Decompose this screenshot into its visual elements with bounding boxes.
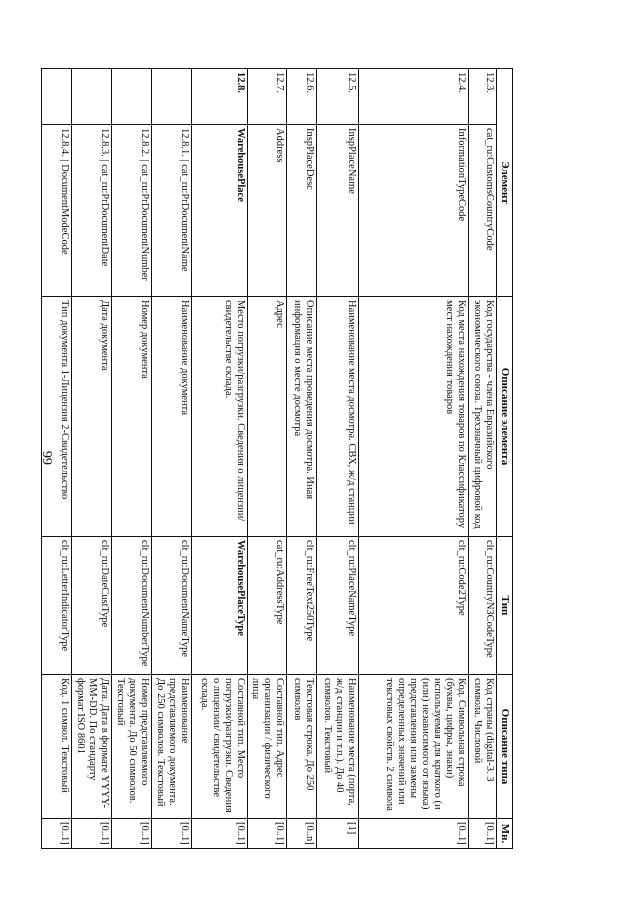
row-mn: [0..1] [359,819,469,849]
table-row [151,69,191,849]
table-row [247,69,286,849]
table-body [41,69,496,849]
row-element-desc: Код места нахождения товаров по Классификатору мест нахождения товаров [359,297,469,537]
row-type: cat_ru:AddressType [247,537,286,675]
row-type: clt_ru:DateCustType [71,537,111,675]
row-element-desc: Место погрузки/разгрузки. Сведения о лицензии/ свидетельстве склада. [191,297,247,537]
row-number: 12.6. [287,69,317,125]
row-element-desc: Адрес [247,297,286,537]
row-type-desc: Наименование места (порта, ж/д станции и т.п.). До 40 символов. Текстовый [317,675,359,819]
row-type: clt_ru:FreeText250Type [287,537,317,675]
row-element-name: InspPlaceName [317,125,359,297]
row-element-cell: 12.8.4. | DocumentModeCode [41,125,71,297]
row-type-desc: Номер представляемого документа. До 50 символов. Текстовый [111,675,151,819]
row-element-desc: Номер документа [111,297,151,537]
spec-table [41,68,513,849]
row-number: 12.4. [359,69,469,125]
row-type: clt_ru:DocumentNameType [151,537,191,675]
row-type: clt_ru:DocumentNumberType [111,537,151,675]
table-row [469,69,497,849]
rotated-table-container [58,68,513,848]
row-element-desc: Код государства - члена Евразийского экономического союза. Трехзначный цифровой код [469,297,497,537]
row-mn: [0..1] [111,819,151,849]
table-row [317,69,359,849]
table-row [41,69,71,849]
row-element-cell: 12.8.1. | cat_ru:PrDocumentName [151,125,191,297]
header-element-desc: Описание элемента [497,297,513,537]
row-element-desc: Дата документа [71,297,111,537]
row-mn: [0..1] [469,819,497,849]
row-mn: [1] [317,819,359,849]
row-number: 12.8.1. [178,128,190,157]
row-type: clt_ru:Code2Type [359,537,469,675]
row-number: 12.3. [469,69,497,125]
header-type-desc: Описание типа [497,675,513,819]
row-mn: [0..1] [247,819,286,849]
header-type: Тип [497,537,513,675]
row-type: clt_ru:LetterIndicatorType [41,537,71,675]
row-indent-cell [111,69,151,125]
page-number: 66 [41,451,56,465]
row-number: 12.8.2. [138,128,150,157]
row-element-name: InformationTypeCode [359,125,469,297]
table-row [359,69,469,849]
row-element-name: Address [247,125,286,297]
row-type-desc: Наименование представляемого документа. До 250 символов. Текстовый [151,675,191,819]
row-mn: [0..n] [287,819,317,849]
row-element-cell: 12.8.3. | cat_ru:PrDocumentDate [71,125,111,297]
table-row [191,69,247,849]
table-header-row [497,69,513,849]
row-number: 12.7. [247,69,286,125]
row-indent-cell [41,69,71,125]
row-type-desc: Составной тип. Место погрузки/разгрузки. Сведения о лицензии/ свидетельстве склада. [191,675,247,819]
row-type-desc: Текстовая строка. До 250 символов [287,675,317,819]
row-element-name: DocumentModeCode [58,164,70,255]
row-indent-cell [151,69,191,125]
row-element-desc: Описание места проведения досмотра. Иная информация о месте досмотра [287,297,317,537]
row-element-cell: 12.8.2. | cat_ru:PrDocumentNumber [111,125,151,297]
header-mn: Мн. [497,819,513,849]
row-element-name: cat_ru:CustomsCountryCode [469,125,497,297]
row-number: 12.8.3. [98,128,110,157]
row-type: clt_ru:PlaceNameType [317,537,359,675]
row-element-desc: Тип документа 1-Лицензия 2-Свидетельство [41,297,71,537]
row-element-name: cat_ru:PrDocumentDate [98,164,110,267]
row-element-name: InspPlaceDesc [287,125,317,297]
row-type-desc: Код. 1 символ. Текстовый [41,675,71,819]
table-row [71,69,111,849]
row-type: clt_ru:CountryN3CodeType [469,537,497,675]
row-mn: [0..1] [71,819,111,849]
row-number: 12.5. [317,69,359,125]
row-type: WarehousePlaceType [191,537,247,675]
row-type-desc: Дата. Дата в формате YYYY-MM-DD. По стандарту формат ISO 8601 [71,675,111,819]
table-row [111,69,151,849]
row-number: 12.8. [191,69,247,125]
row-element-name: WarehousePlace [191,125,247,297]
row-element-name: cat_ru:PrDocumentNumber [138,164,150,281]
row-element-name: cat_ru:PrDocumentName [178,164,190,272]
row-type-desc: Код страны (digital-3. 3 символа. Числовой [469,675,497,819]
row-element-desc: Наименование места досмотра. СВХ, ж/д станции [317,297,359,537]
row-mn: [0..1] [41,819,71,849]
row-type-desc: Код. Символьная строка (буквы, цифры, знаки) используемая для краткого (и (или) независимого от языка) представления или замены определенных значений или текстовых свойств. 2 символа [359,675,469,819]
table-row [287,69,317,849]
row-indent-cell [71,69,111,125]
header-element: Элемент [497,69,513,297]
row-mn: [0..1] [191,819,247,849]
row-element-desc: Наименование документа [151,297,191,537]
row-number: 12.8.4. [58,128,70,157]
row-mn: [0..1] [151,819,191,849]
row-type-desc: Составной тип. Адрес организации / физического лица [247,675,286,819]
